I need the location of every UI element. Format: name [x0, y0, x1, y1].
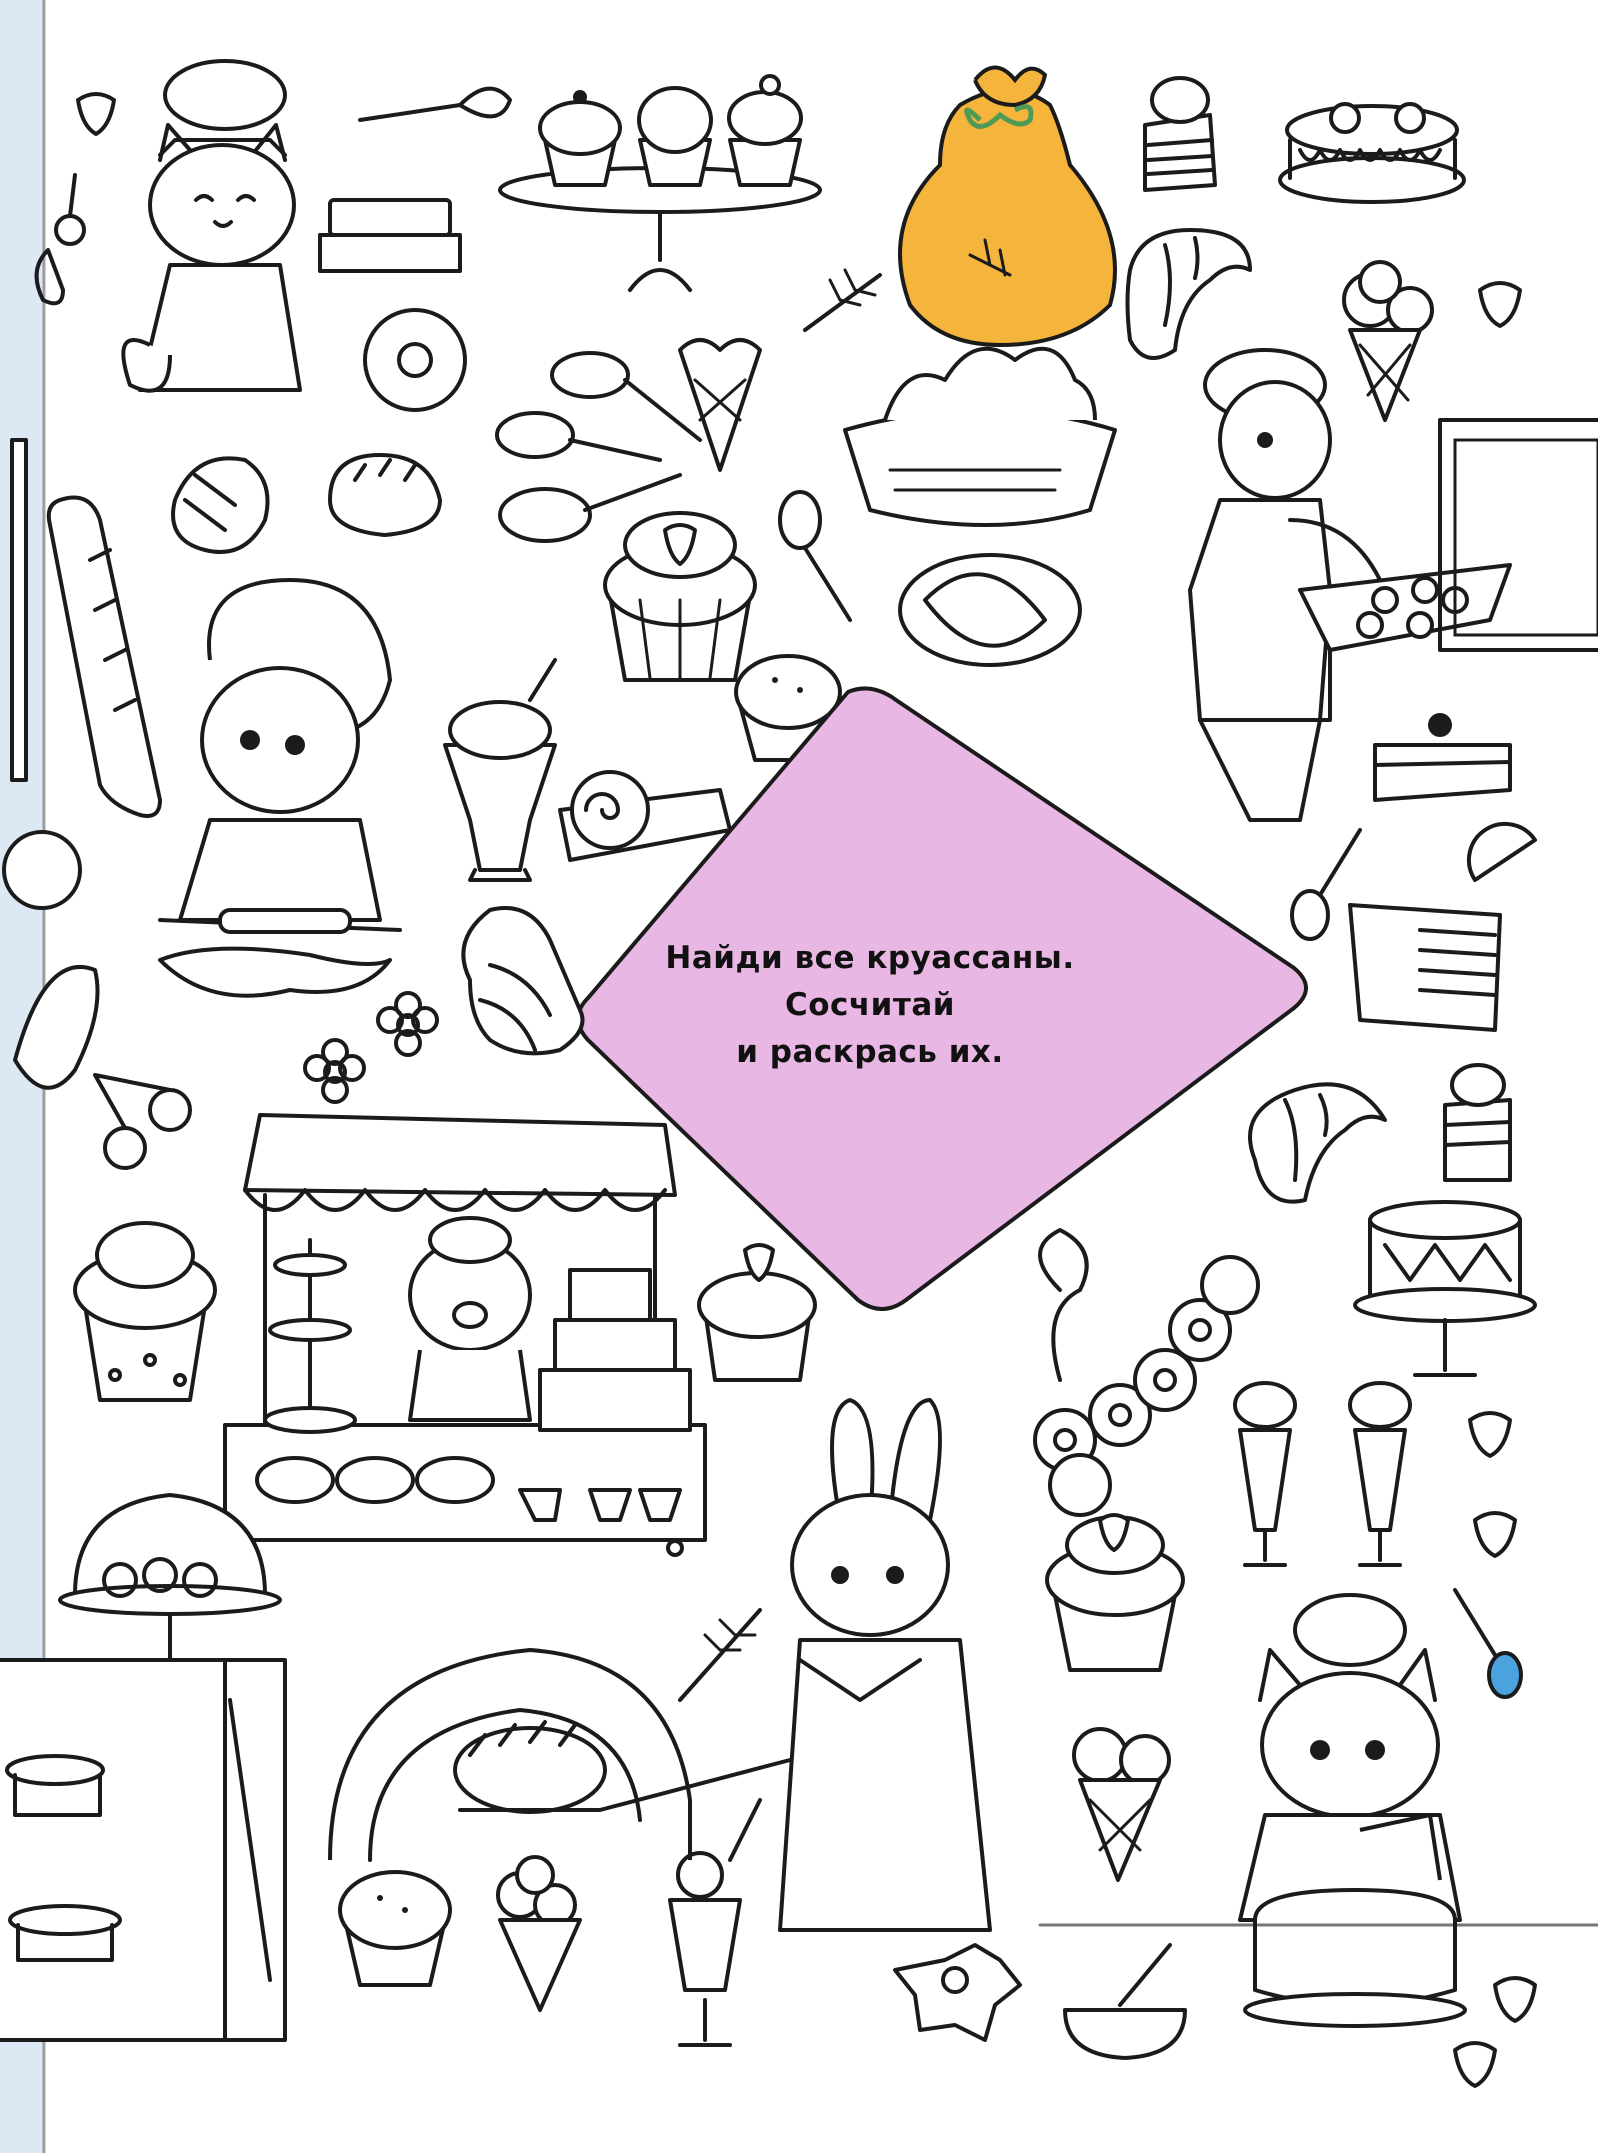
cake-display-case [0, 1660, 285, 2040]
baking-tray [1300, 565, 1510, 650]
task-line-1: Найди все круассаны. [665, 940, 1075, 976]
strawberry [1480, 283, 1520, 326]
wheat-ear [680, 1610, 760, 1700]
jelly-cake [1280, 104, 1464, 202]
spoon [780, 492, 850, 620]
strawberry-layer-cake [1350, 905, 1500, 1030]
strawberry-layer-cake [1375, 713, 1510, 800]
flour-sack [900, 68, 1115, 346]
milkshake [445, 660, 555, 880]
milkshake [1350, 1383, 1410, 1565]
ice-cream-cone [1074, 1729, 1169, 1880]
task-line-3: и раскрась их. [736, 1034, 1004, 1070]
cupcake [1047, 1515, 1183, 1670]
baguette [49, 498, 160, 817]
wheat-ear [805, 270, 880, 330]
croissant [1128, 230, 1251, 358]
pastry-stall-with-pig-baker [225, 1115, 705, 1555]
donut [365, 310, 465, 410]
spoon [1455, 1590, 1521, 1697]
task-instruction [620, 935, 1120, 1076]
strawberry [1475, 1513, 1515, 1556]
bread-roll [173, 458, 268, 552]
strawberry [1455, 2043, 1495, 2086]
cupcake [75, 1223, 215, 1400]
croissant [1250, 1084, 1385, 1201]
ice-cream-cone [680, 340, 760, 470]
whisk-bowl [1065, 1945, 1185, 2058]
strawberry [78, 94, 114, 134]
bun [330, 455, 440, 535]
pretzel [900, 555, 1080, 665]
orange-slice [1469, 824, 1535, 880]
cat-decorating-cake [1240, 1595, 1465, 2026]
milkshake [1235, 1383, 1295, 1565]
bread-basket [845, 349, 1115, 525]
cupcake [699, 1245, 815, 1380]
swiss-roll [560, 772, 730, 860]
girl-baker-with-rolling-pin [160, 580, 400, 996]
cookie [4, 832, 80, 908]
shelf-edge [12, 440, 26, 780]
cherry [95, 1075, 190, 1168]
strawberry-layer-cake [1145, 78, 1215, 190]
tiered-cake [1355, 1202, 1535, 1375]
croissant [463, 908, 582, 1053]
ice-cream-cone [1344, 262, 1432, 420]
star-cookie [895, 1945, 1020, 2040]
strawberry-layer-cake [1445, 1065, 1510, 1180]
flower [305, 1040, 364, 1102]
task-line-2: Сосчитай [784, 987, 956, 1023]
bagel-garland [1035, 1230, 1258, 1515]
cherry [56, 175, 84, 244]
flower [378, 993, 437, 1055]
strawberry [1495, 1978, 1535, 2021]
bunny-baker-with-bread [780, 1400, 990, 1930]
cupcake [605, 513, 755, 680]
ice-cream-cone [498, 1857, 580, 2010]
muffin [340, 1872, 450, 1985]
strawberry [1470, 1413, 1510, 1456]
